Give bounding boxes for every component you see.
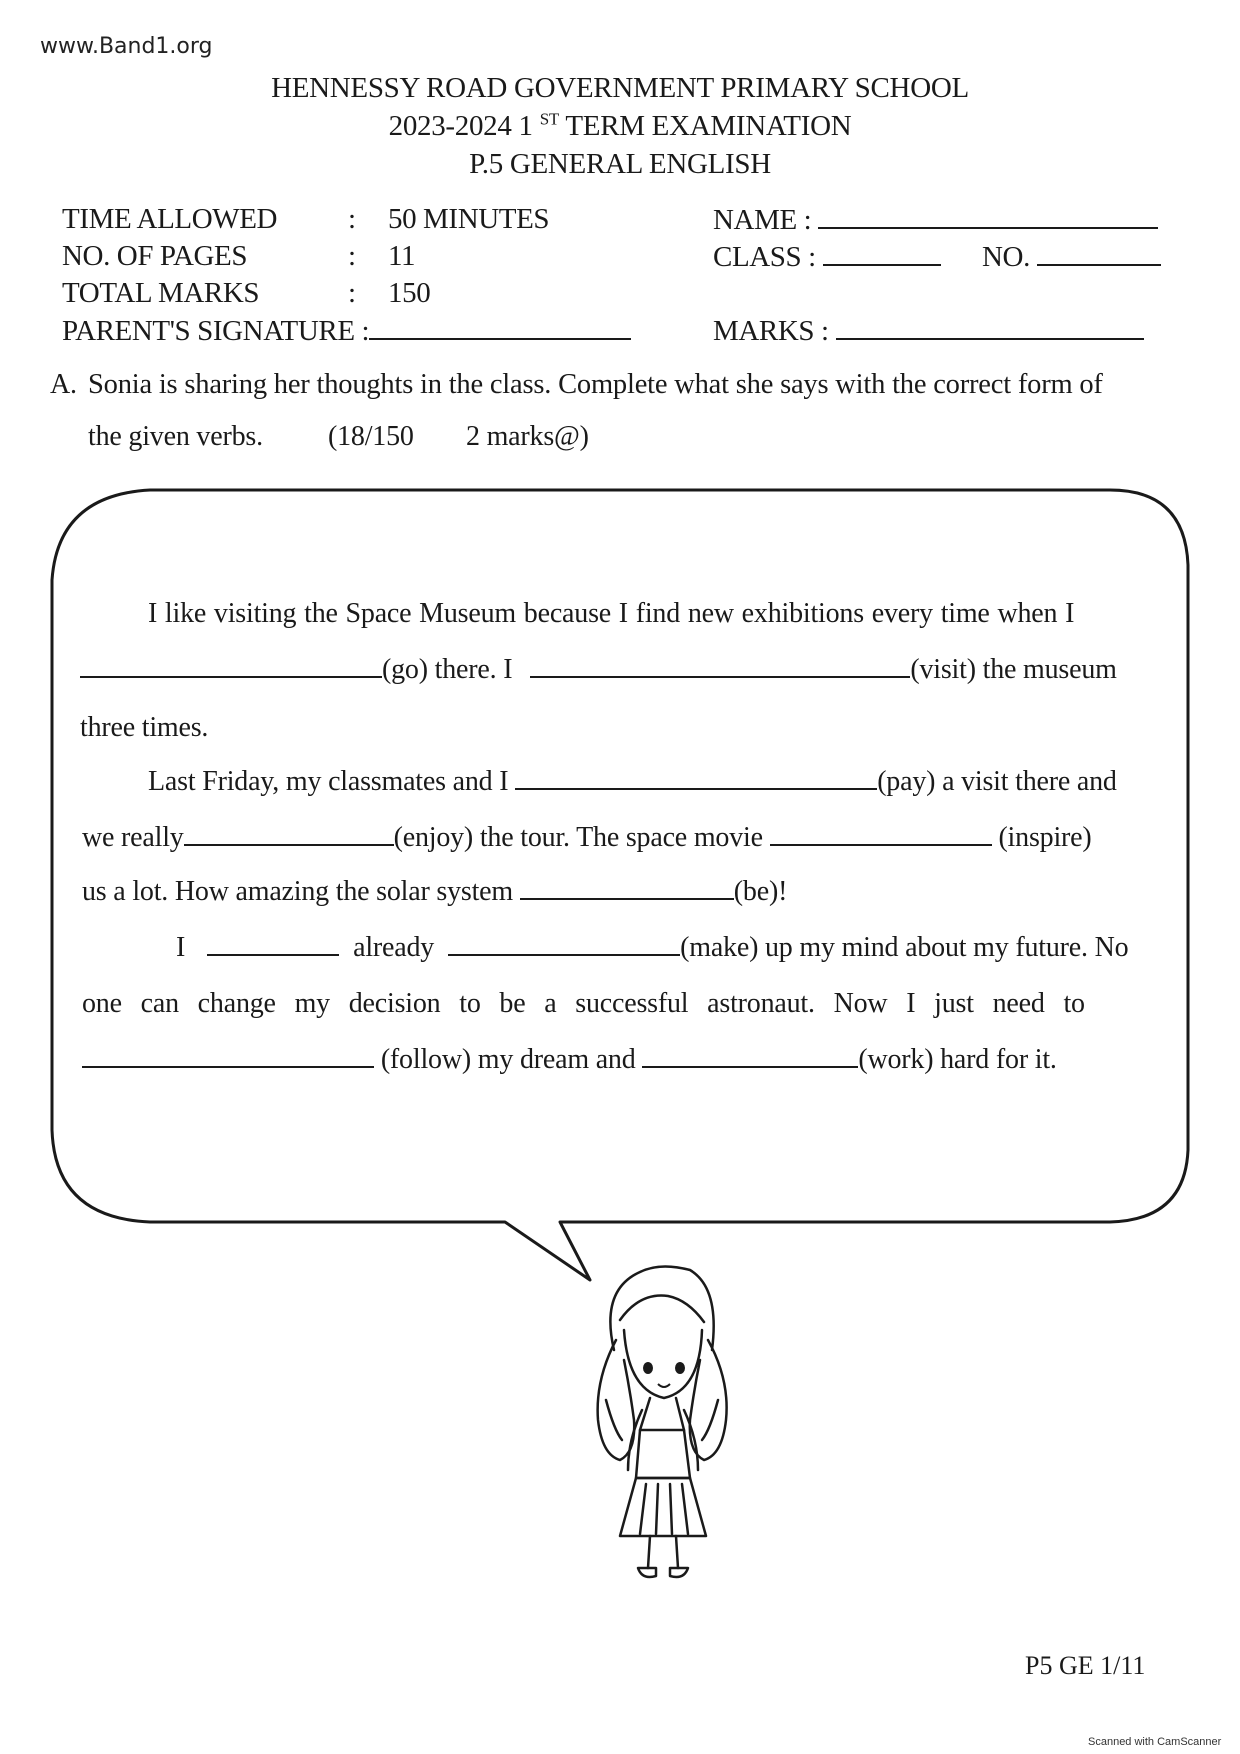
exam-term: TERM EXAMINATION [565, 110, 852, 142]
section-a-label: A. [50, 369, 77, 400]
no-label: NO. [982, 241, 1030, 273]
exam-sup: ST [539, 109, 559, 129]
class-label: CLASS : [713, 241, 816, 273]
passage-line-8: one can change my decision to be a successful astronaut. Now I just need to [82, 988, 1085, 1019]
section-a-score: (18/150 [328, 421, 414, 452]
section-a-instruction-1: Sonia is sharing her thoughts in the class. Complete what she says with the correct form of [88, 369, 1103, 400]
section-a-instruction-2: the given verbs. [88, 421, 263, 452]
passage-text-solar: us a lot. How amazing the solar system [82, 876, 513, 907]
passage-text-i: I [176, 932, 186, 963]
passage-text-pay: (pay) a visit there and [877, 766, 1117, 797]
passage-text-already: already [353, 932, 435, 963]
passage-text-inspire: (inspire) [998, 822, 1092, 853]
marks-label: TOTAL MARKS [62, 277, 260, 309]
subject-title: P.5 GENERAL ENGLISH [469, 148, 771, 180]
scanner-credit: Scanned with CamScanner [1088, 1736, 1222, 1748]
time-label: TIME ALLOWED [62, 203, 278, 235]
pages-label: NO. OF PAGES [62, 240, 248, 272]
passage-text-be: (be)! [733, 876, 788, 907]
passage-text-go: (go) there. I [382, 654, 513, 685]
name-label: NAME : [713, 204, 812, 236]
passage-text-visit: (visit) the museum [910, 654, 1117, 685]
pages-value: 11 [388, 240, 416, 272]
marks-colon: : [348, 277, 356, 309]
passage-line-1: I like visiting the Space Museum because I find new exhibitions every time when I [148, 598, 1075, 629]
passage-text-make: (make) up my mind about my future. No [680, 932, 1129, 963]
marks-field-label: MARKS : [713, 315, 829, 347]
site-watermark: www.Band1.org [40, 34, 213, 59]
passage-text-friday: Last Friday, my classmates and I [148, 766, 509, 797]
passage-text-work: (work) hard for it. [858, 1044, 1057, 1075]
passage-line-3: three times. [80, 712, 209, 743]
exam-year: 2023-2024 1 [388, 110, 533, 142]
pages-colon: : [348, 240, 356, 272]
signature-label: PARENT'S SIGNATURE : [62, 315, 370, 347]
marks-value: 150 [388, 277, 431, 309]
school-name: HENNESSY ROAD GOVERNMENT PRIMARY SCHOOL [271, 72, 969, 104]
passage-text-follow: (follow) my dream and [380, 1044, 636, 1075]
time-value: 50 MINUTES [388, 203, 550, 235]
passage-text-really: we really [82, 822, 184, 853]
time-colon: : [348, 203, 356, 235]
page-code: P5 GE 1/11 [1025, 1651, 1146, 1680]
section-a-marks: 2 marks@) [466, 421, 589, 452]
passage-text-enjoy: (enjoy) the tour. The space movie [393, 822, 763, 853]
